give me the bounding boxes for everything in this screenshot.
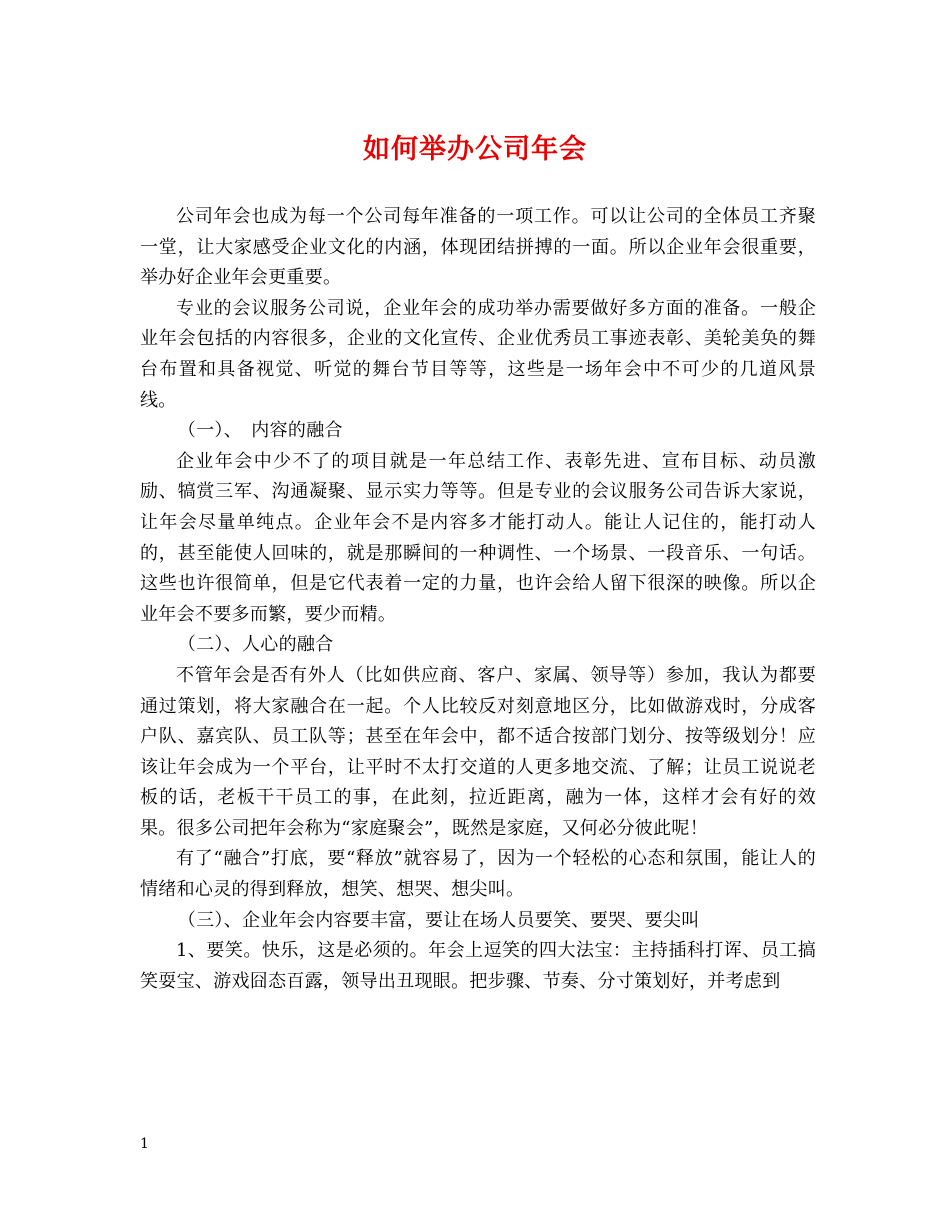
section-heading: （三）、企业年会内容要丰富，要让在场人员要笑、要哭、要尖叫 xyxy=(177,909,700,931)
page-number: 1 xyxy=(140,1136,149,1152)
paragraph: 专业的会议服务公司说，企业年会的成功举办需要做好多方面的准备。一般企业年会包括的内容很多，企业的文化宣传、企业优秀员工事迹表彰、美轮美奂的舞台布置和具备视觉、听觉的舞台节目等等，这些是一场年会中不可少的几道风景线。 xyxy=(140,297,816,411)
document-body xyxy=(140,202,816,997)
section-heading: （一）、 内容的融合 xyxy=(177,420,343,442)
paragraph: 公司年会也成为每一个公司每年准备的一项工作。可以让公司的全体员工齐聚一堂，让大家感受企业文化的内涵，体现团结拼搏的一面。所以企业年会很重要，举办好企业年会更重要。 xyxy=(140,206,816,289)
paragraph: 企业年会中少不了的项目就是一年总结工作、表彰先进、宣布目标、动员激励、犒赏三军、沟通凝聚、显示实力等等。但是专业的会议服务公司告诉大家说，让年会尽量单纯点。企业年会不是内容多才能打动人。能让人记住的，能打动人的，甚至能使人回味的，就是那瞬间的一种调性、一个场景、一段音乐、一句话。这些也许很简单，但是它代表着一定的力量，也许会给人留下很深的映像。所以企业年会不要多而繁，要少而精。 xyxy=(140,450,816,625)
paragraph: 不管年会是否有外人（比如供应商、客户、家属、领导等）参加，我认为都要通过策划，将大家融合在一起。个人比较反对刻意地区分，比如做游戏时，分成客户队、嘉宾队、员工队等；甚至在年会中，都不适合按部门划分、按等级划分！应该让年会成为一个平台，让平时不太打交道的人更多地交流、了解；让员工说说老板的话，老板干干员工的事，在此刻，拉近距离，融为一体，这样才会有好的效果。很多公司把年会称为“家庭聚会”，既然是家庭，又何必分彼此呢！ xyxy=(140,664,816,839)
paragraph: 有了“融合”打底，要“释放”就容易了，因为一个轻松的心态和氛围，能让人的情绪和心灵的得到释放，想笑、想哭、想尖叫。 xyxy=(140,848,816,901)
paragraph: 1、要笑。快乐，这是必须的。年会上逗笑的四大法宝：主持插科打诨、员工搞笑耍宝、游戏囧态百露，领导出丑现眼。把步骤、节奏、分寸策划好，并考虑到 xyxy=(140,940,816,992)
document-title: 如何举办公司年会 xyxy=(363,134,587,165)
section-heading: （二）、人心的融合 xyxy=(177,634,334,656)
